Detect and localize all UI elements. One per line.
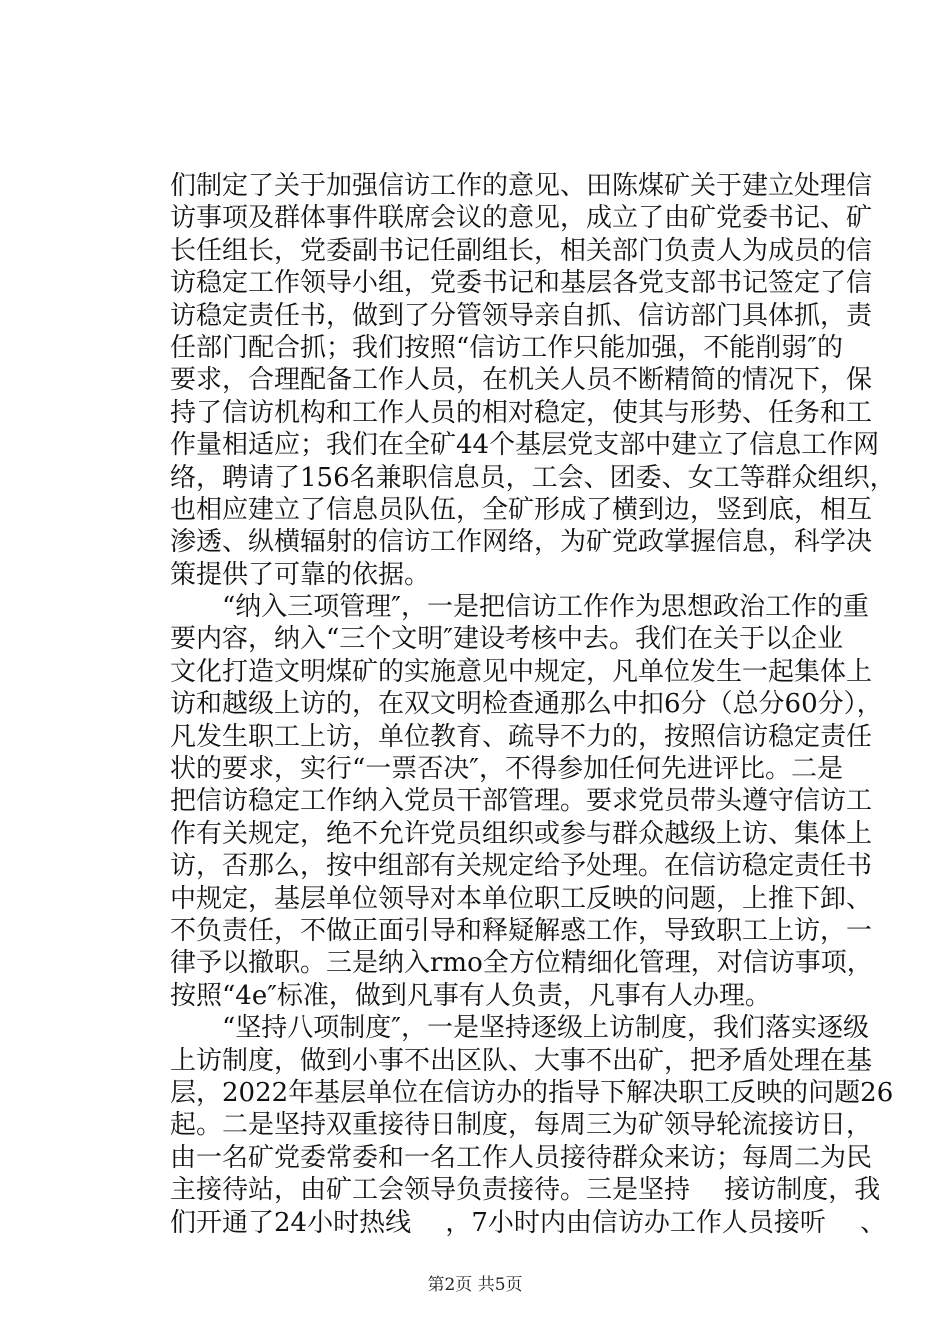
text-line: 状的要求，实行“一票否决″，不得参加任何先进评比。二是 [170,754,844,785]
text-line: 长任组长，党委副书记任副组长，相关部门负责人为成员的信 [170,235,873,266]
text-line: 访事项及群体事件联席会议的意见，成立了由矿党委书记、矿 [170,203,873,234]
text-line: 持了信访机构和工作人员的相对稳定，使其与形势、任务和工 [170,397,873,428]
text-line: 渗透、纵横辐射的信访工作网络，为矿党政掌握信息，科学决 [170,527,873,558]
text-line: 凡发生职工上访，单位教育、疏导不力的，按照信访稳定责任 [170,721,873,752]
text-line: “纳入三项管理″，一是把信访工作作为思想政治工作的重 [170,592,870,623]
text-line: 不负责任，不做正面引导和释疑解惑工作，导致职工上访，一 [170,915,873,946]
text-line: 作量相适应；我们在全矿44个基层党支部中建立了信息工作网 [170,430,880,461]
text-line: 文化打造文明煤矿的实施意见中规定，凡单位发生一起集体上 [170,656,873,687]
paragraph-1 [170,170,896,591]
text-line: 访，否那么，按中组部有关规定给予处理。在信访稳定责任书 [170,851,873,882]
text-line: 主接待站，由矿工会领导负责接待。三是坚持 接访制度，我 [170,1175,881,1206]
text-line: 起。二是坚持双重接待日制度，每周三为矿领导轮流接访日， [170,1110,873,1141]
text-line: 策提供了可靠的依据。 [170,559,431,590]
text-line: 把信访稳定工作纳入党员干部管理。要求党员带头遵守信访工 [170,786,873,817]
text-line: 访稳定工作领导小组，党委书记和基层各党支部书记签定了信 [170,268,873,299]
page-footer: 第2页 共5页 [427,1275,523,1295]
paragraph-3 [170,1012,894,1239]
text-line: 任部门配合抓；我们按照“信访工作只能加强，不能削弱″的 [170,332,844,363]
text-line: 作有关规定，绝不允许党员组织或参与群众越级上访、集体上 [170,818,873,849]
text-line: 律予以撤职。三是纳入rmo全方位精细化管理，对信访事项， [170,948,873,979]
text-line: 中规定，基层单位领导对本单位职工反映的问题，上推下卸、 [170,883,873,914]
text-line: 们制定了关于加强信访工作的意见、田陈煤矿关于建立处理信 [170,171,873,201]
text-line: 由一名矿党委常委和一名工作人员接待群众来访；每周二为民 [170,1142,873,1173]
text-line: 们开通了24小时热线 ，7小时内由信访办工作人员接听 、 [170,1207,887,1238]
text-line: 上访制度，做到小事不出区队、大事不出矿，把矛盾处理在基 [170,1045,873,1076]
text-line: 访和越级上访的，在双文明检查通那么中扣6分（总分60分）， [170,689,883,720]
paragraph-2 [170,591,883,1012]
text-line: 层，2022年基层单位在信访办的指导下解决职工反映的问题26 [170,1077,894,1108]
text-line: 访稳定责任书，做到了分管领导亲自抓、信访部门具体抓，责 [170,300,873,331]
body-text [170,170,896,1239]
text-line: 要求，合理配备工作人员，在机关人员不断精简的情况下，保 [170,365,873,396]
text-line: 络，聘请了156名兼职信息员，工会、团委、女工等群众组织， [170,462,896,493]
text-line: “坚持八项制度″，一是坚持逐级上访制度，我们落实逐级 [170,1013,870,1044]
text-line: 要内容，纳入“三个文明″建设考核中去。我们在关于以企业 [170,624,844,655]
text-line: 按照“4e″标准，做到凡事有人负责，凡事有人办理。 [170,980,771,1011]
text-line: 也相应建立了信息员队伍，全矿形成了横到边，竖到底，相互 [170,494,873,525]
